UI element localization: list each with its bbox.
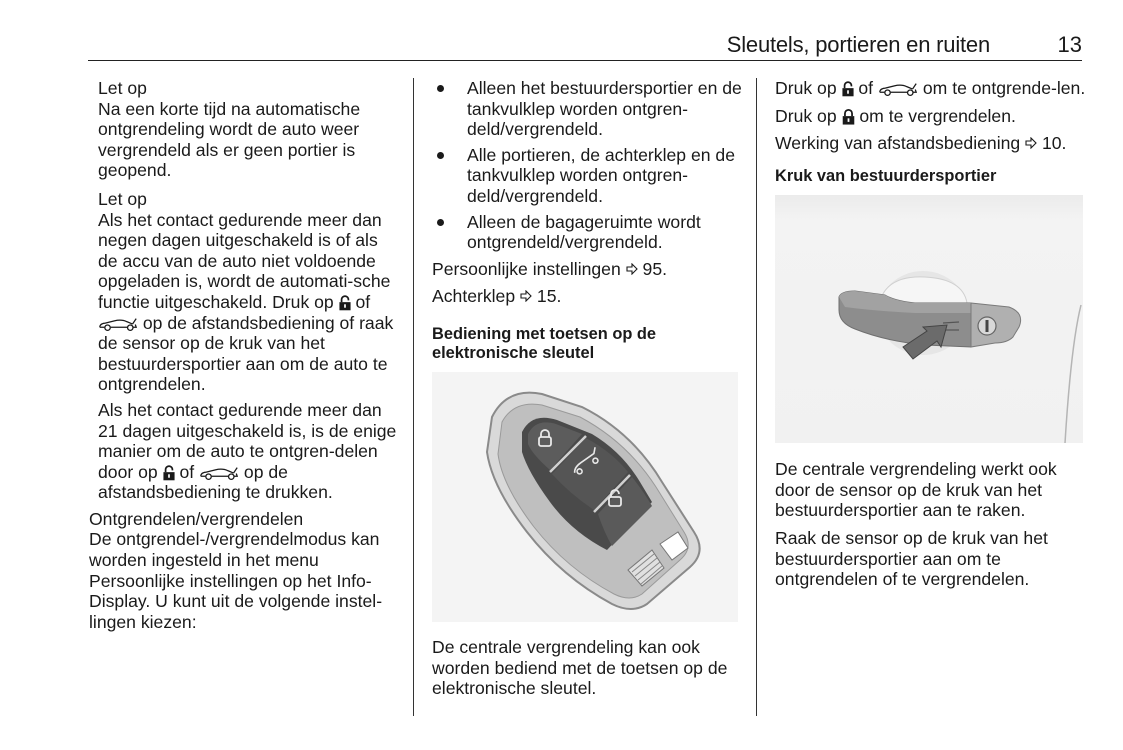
- note-paragraph: [98, 210, 401, 395]
- text: op de afstandsbediening of raak de sensor op de kruk van het bestuurdersportier aan om de auto te ontgrendelen.: [98, 312, 394, 395]
- lock-padlock-icon: [842, 109, 855, 125]
- note-paragraph: [98, 400, 401, 503]
- reference-label: Achterklep: [432, 286, 516, 307]
- page-reference-arrow-icon: [1025, 137, 1037, 149]
- text: om te ontgrende-len.: [922, 78, 1086, 98]
- list-item: [432, 212, 744, 253]
- page-header: [88, 30, 1082, 61]
- page-number: 13: [1057, 32, 1082, 57]
- cross-reference[interactable]: [775, 133, 1087, 154]
- column-2: [432, 78, 744, 699]
- text: of: [355, 291, 371, 312]
- reference-page: 10.: [1041, 133, 1067, 154]
- text: om te vergrendelen.: [859, 105, 1016, 126]
- list-item-text: Alle portieren, de achterklep en de tankvulklep worden ontgren-deld/vergrendeld.: [467, 144, 735, 206]
- text: of: [858, 78, 874, 98]
- unlock-padlock-icon: [163, 465, 175, 481]
- column-divider: [756, 78, 757, 716]
- section-heading: Kruk van bestuurdersportier: [775, 166, 997, 185]
- text: op de afstandsbediening te drukken.: [98, 461, 333, 503]
- key-fob-illustration: [432, 372, 738, 622]
- column-3: [775, 78, 1087, 590]
- figure-caption: De centrale vergrendeling kan ook worden bediend met de toetsen op de elektronische sleutel.: [432, 636, 728, 699]
- body-paragraph: De centrale vergrendeling werkt ook door de sensor op de kruk van het bestuurdersportier aan te raken.: [775, 459, 1057, 521]
- bullet-icon: [437, 85, 444, 92]
- body-paragraph: Raak de sensor op de kruk van het bestuurdersportier aan om te ontgrendelen of te vergrendelen.: [775, 528, 1048, 590]
- text: Als het contact gedurende meer dan 21 dagen uitgeschakeld is, is de enige manier om de auto te ontgren-delen door op: [98, 399, 397, 482]
- note-box: [89, 78, 401, 181]
- list-item: [432, 145, 744, 207]
- subheading: Ontgrendelen/vergrendelen: [89, 508, 304, 529]
- unlock-padlock-icon: [842, 81, 854, 97]
- car-tailgate-icon: [199, 466, 239, 481]
- reference-label: Persoonlijke instellingen: [432, 258, 621, 279]
- text: Als het contact gedurende meer dan negen dagen uitgeschakeld is of als de accu van de auto niet voldoende opgeladen is, wordt de automati-sche functie uitgeschakeld. Druk op: [98, 209, 391, 312]
- chapter-title: Sleutels, portieren en ruiten: [726, 32, 990, 57]
- body-paragraph: De ontgrendel-/vergrendelmodus kan worden ingesteld in het menu Persoonlijke instellingen op het Info-Display. U kunt uit de volgende instel-lingen kiezen:: [89, 529, 383, 632]
- text: Druk op: [775, 105, 837, 126]
- car-tailgate-icon: [878, 82, 918, 97]
- door-handle-icon: [775, 195, 1083, 443]
- cross-reference[interactable]: [432, 286, 744, 307]
- key-fob-icon: [432, 372, 738, 622]
- door-handle-illustration: [775, 195, 1083, 443]
- reference-label: Werking van afstandsbediening: [775, 133, 1021, 154]
- column-divider: [413, 78, 414, 716]
- note-box: [89, 189, 401, 503]
- lock-instruction: [775, 106, 1087, 127]
- section-heading: Bediening met toetsen op de elektronische sleutel: [432, 324, 657, 363]
- text: of: [179, 461, 195, 482]
- note-text: Na een korte tijd na automatische ontgrendeling wordt de auto weer vergrendeld als er geen portier is geopend.: [98, 98, 361, 181]
- bullet-icon: [437, 219, 444, 226]
- list-item-text: Alleen de bagageruimte wordt ontgrendeld/vergrendeld.: [467, 211, 701, 253]
- text: Druk op: [775, 78, 837, 98]
- reference-page: 15.: [536, 286, 562, 307]
- page-reference-arrow-icon: [520, 290, 532, 302]
- unlock-padlock-icon: [339, 295, 351, 311]
- note-title: Let op: [98, 188, 147, 209]
- bullet-icon: [437, 152, 444, 159]
- column-1: [89, 78, 401, 632]
- list-item-text: Alleen het bestuurdersportier en de tankvulklep worden ontgren-deld/vergrendeld.: [467, 78, 742, 140]
- note-title: Let op: [98, 78, 147, 98]
- list-item: [432, 78, 744, 140]
- car-tailgate-icon: [98, 317, 138, 332]
- page-reference-arrow-icon: [626, 263, 638, 275]
- cross-reference[interactable]: [432, 259, 744, 280]
- unlock-instruction: [775, 78, 1087, 99]
- reference-page: 95.: [642, 258, 668, 279]
- settings-options-list: [432, 78, 744, 253]
